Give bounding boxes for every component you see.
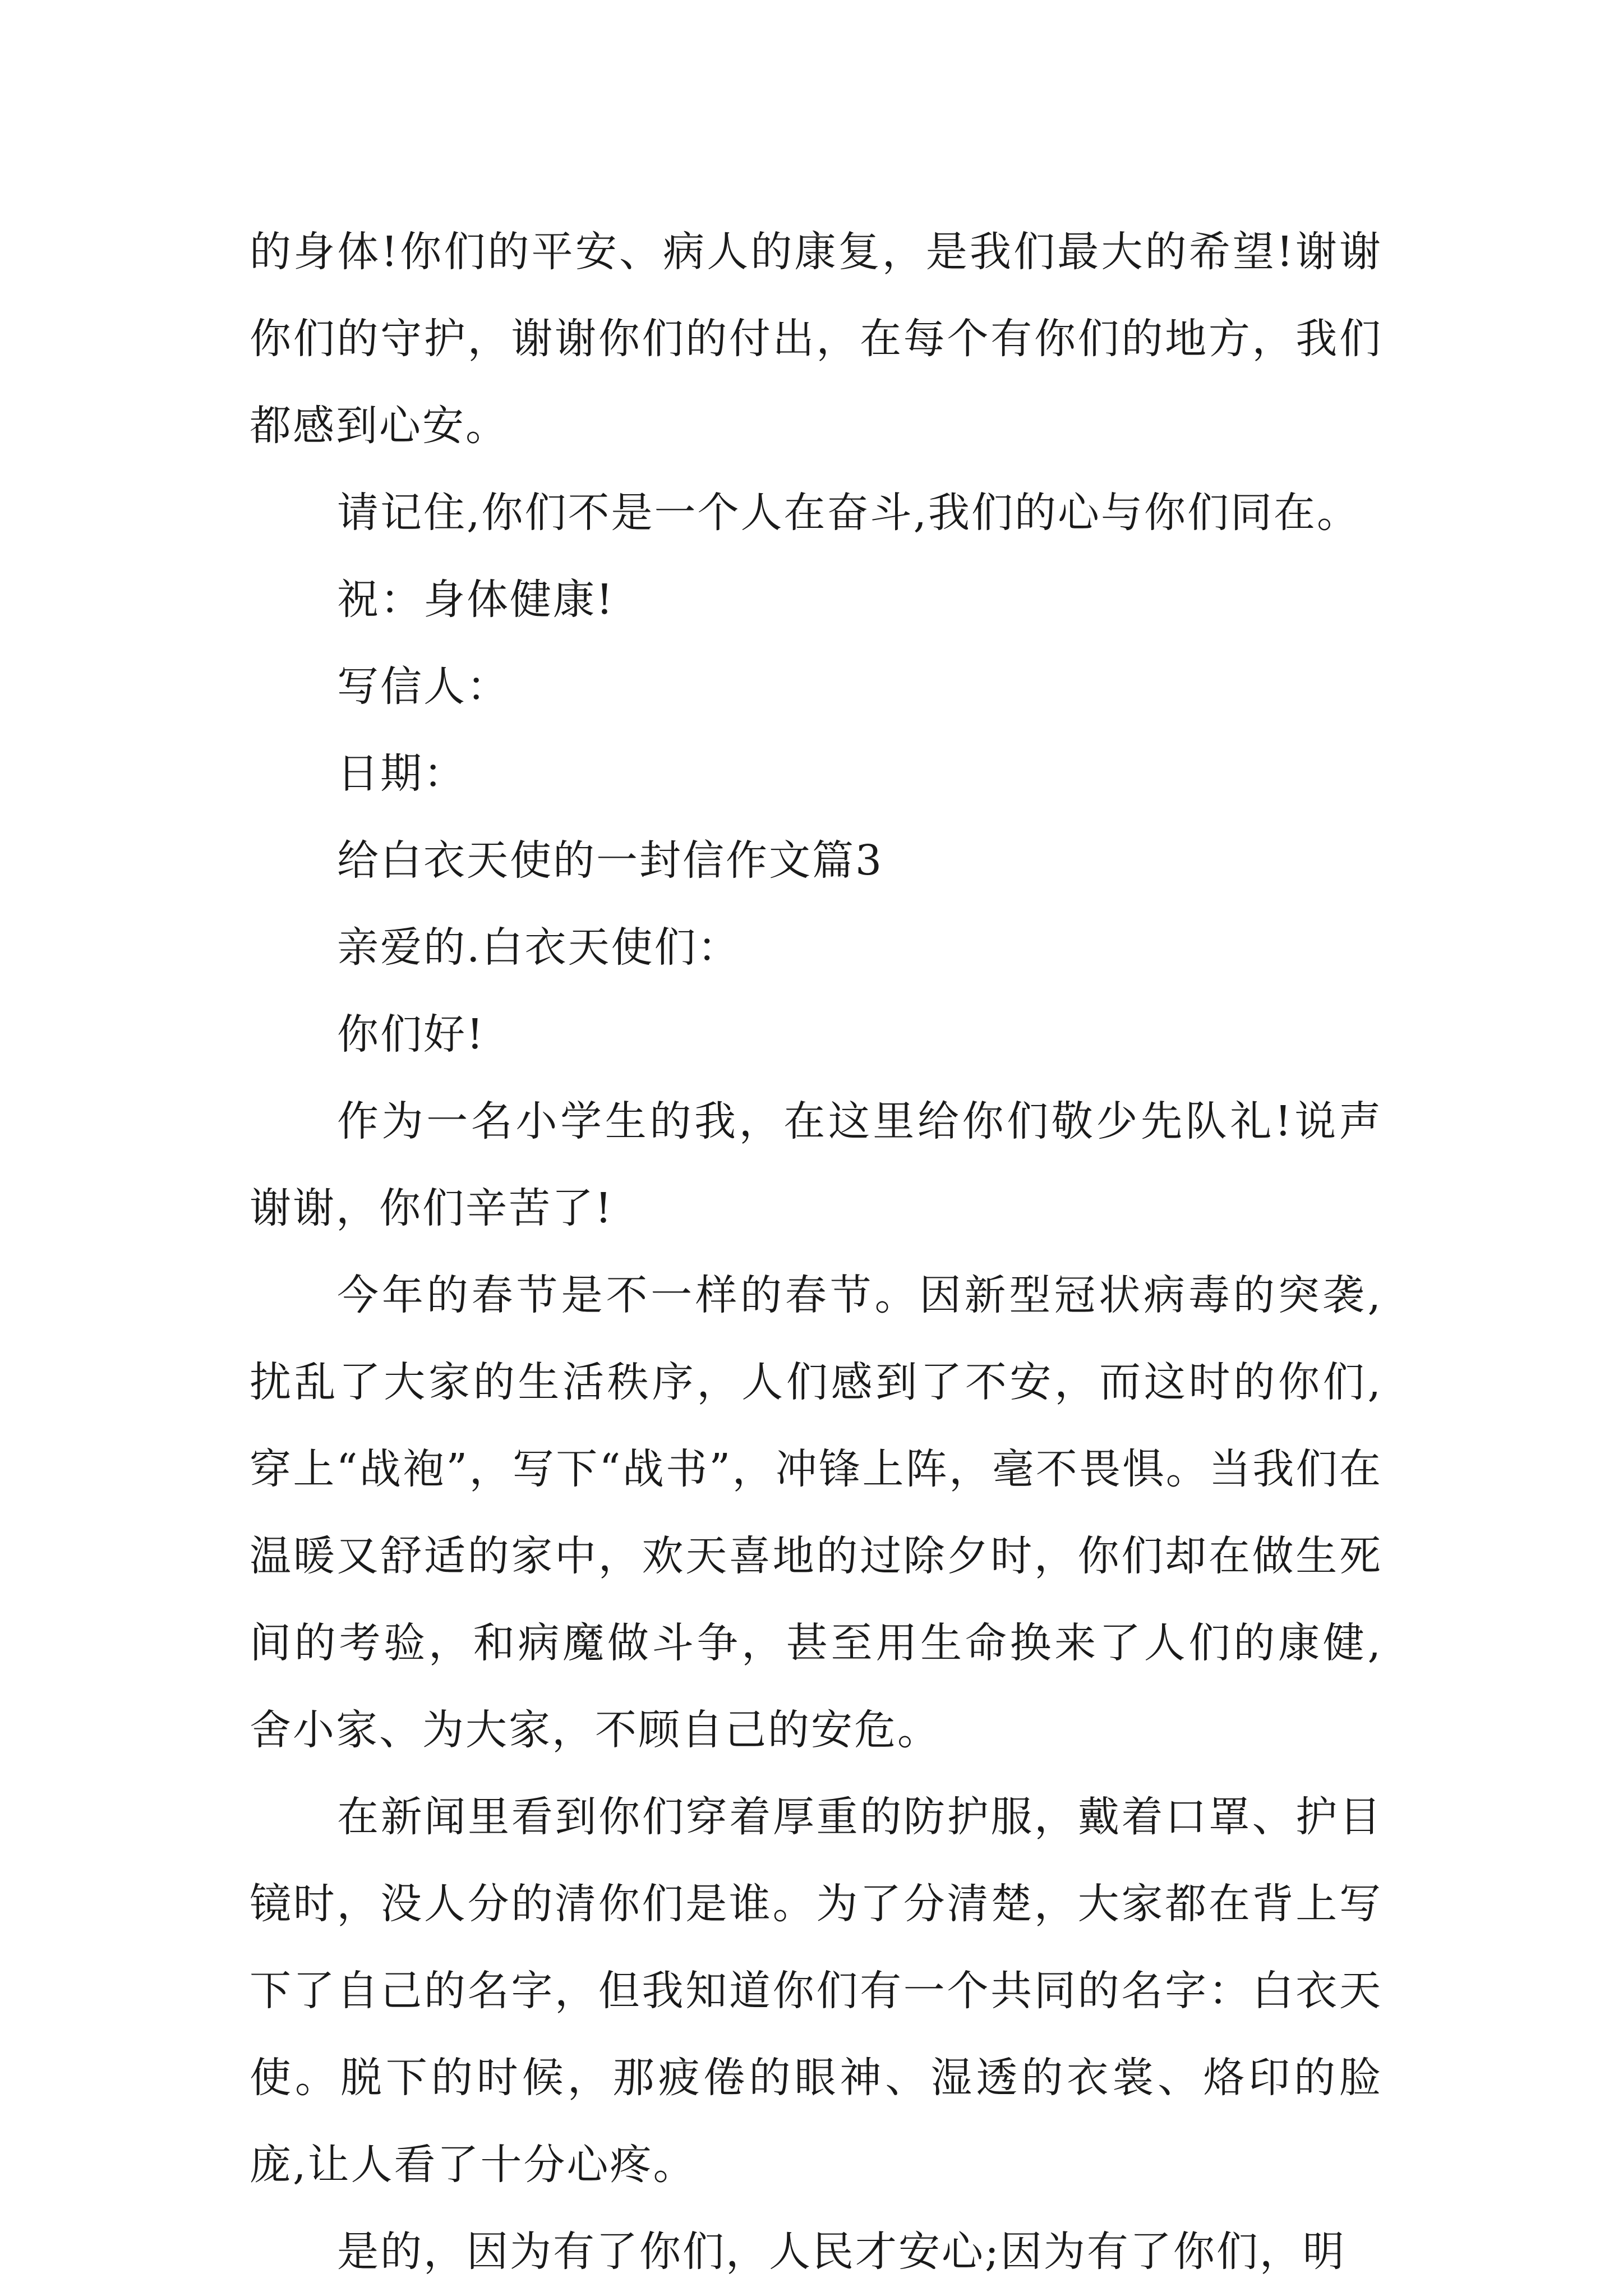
greeting: 你们好! — [337, 1010, 485, 1059]
paragraph-4: 写信人： — [337, 662, 510, 711]
paragraph-11: 在新闻里看到你们穿着厚重的防护服，戴着口罩、护目镜时，没人分的清你们是谁。为了分清楚，大家都在背上写下了自己的名字，但我知道你们有一个共同的名字：白衣天使。脱下的时候，那疲倦的眼神、湿透的衣裳、烙印的脸庞,让人看了十分心疼。 — [250, 1793, 1382, 2189]
paragraph-12: 是的，因为有了你们，人民才安心;因为有了你们，明 — [337, 2228, 1346, 2276]
letter-body — [250, 209, 1382, 2295]
salutation: 亲爱的.白衣天使们： — [337, 923, 741, 972]
paragraph-3: 祝：身体健康! — [337, 576, 615, 624]
section-heading: 给白衣天使的一封信作文篇3 — [337, 836, 884, 885]
paragraph-5: 日期： — [337, 749, 467, 798]
paragraph-10: 今年的春节是不一样的春节。因新型冠状病毒的突袭,扰乱了大家的生活秩序，人们感到了不安，而这时的你们,穿上“战袍”，写下“战书”，冲锋上阵，毫不畏惧。当我们在温暖又舒适的家中，欢天喜地的过除夕时，你们却在做生死间的考验，和病魔做斗争，甚至用生命换来了人们的康健,舍小家、为大家，不顾自己的安危。 — [250, 1271, 1382, 1754]
paragraph-1: 的身体!你们的平安、病人的康复，是我们最大的希望!谢谢你们的守护，谢谢你们的付出，在每个有你们的地方，我们都感到心安。 — [250, 228, 1382, 450]
paragraph-9: 作为一名小学生的我，在这里给你们敬少先队礼!说声谢谢，你们辛苦了! — [250, 1097, 1382, 1232]
paragraph-2: 请记住,你们不是一个人在奋斗,我们的心与你们同在。 — [337, 489, 1361, 537]
